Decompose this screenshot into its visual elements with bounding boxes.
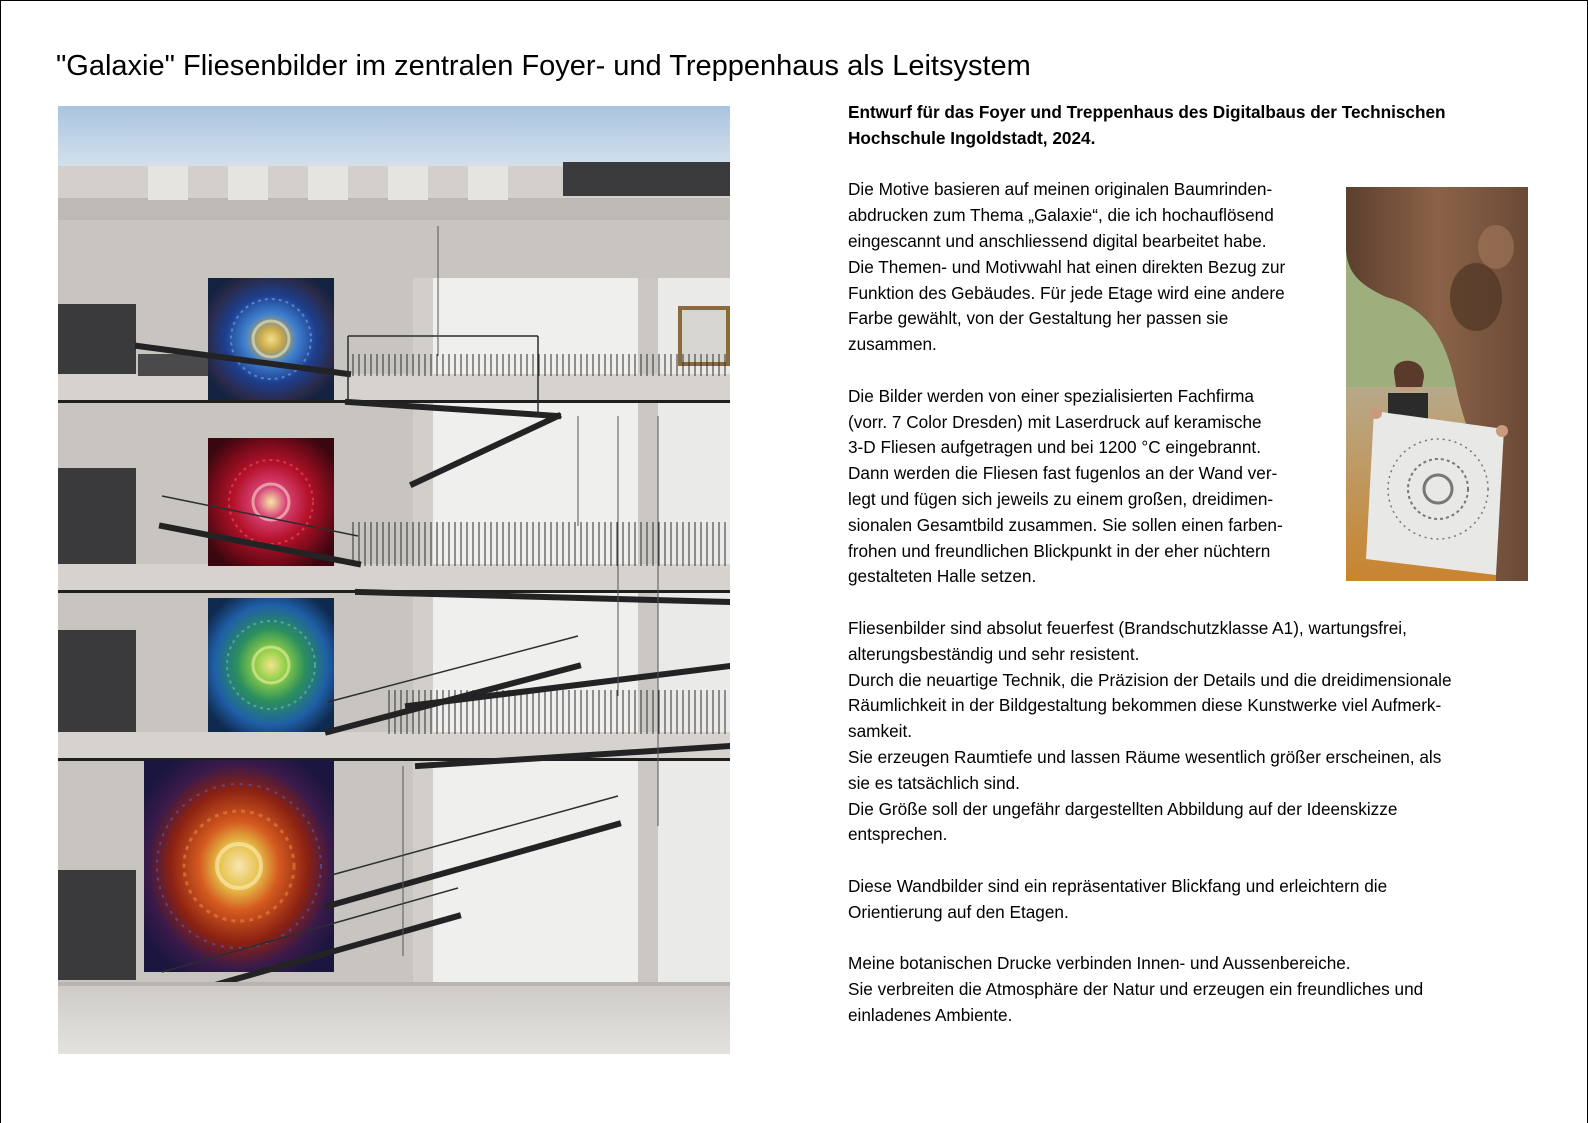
text-line: Die Themen- und Motivwahl hat einen direkten Bezug zur	[848, 256, 1286, 277]
artist-photo	[1346, 187, 1528, 581]
text-line: Die Größe soll der ungefähr dargestellten Abbildung auf der Ideenskizze	[848, 798, 1398, 819]
page-title: "Galaxie" Fliesenbilder im zentralen Foyer- und Treppenhaus als Leitsystem	[56, 50, 1031, 82]
paragraph-botanical	[848, 951, 1498, 1028]
heading	[848, 100, 1498, 152]
text-line: Funktion des Gebäudes. Für jede Etage wird eine andere	[848, 282, 1285, 303]
text-line: Farbe gewählt, von der Gestaltung her passen sie	[848, 308, 1229, 329]
text-line: frohen und freundlichen Blickpunkt in der eher nüchtern	[848, 540, 1271, 561]
mural-blue	[208, 278, 334, 400]
text-line: Sie erzeugen Raumtiefe und lassen Räume wesentlich größer erscheinen, als	[848, 746, 1442, 767]
text-line: Diese Wandbilder sind ein repräsentativer Blickfang und erleichtern die	[848, 875, 1388, 896]
text-line: Die Bilder werden von einer spezialisierten Fachfirma	[848, 385, 1254, 406]
text-line: gestalteten Halle setzen.	[848, 566, 1037, 587]
heading-line: Hochschule Ingoldstadt, 2024.	[848, 127, 1096, 148]
text-line: sionalen Gesamtbild zusammen. Sie sollen einen farben-	[848, 514, 1283, 535]
text-line: 3-D Fliesen aufgetragen und bei 1200 °C eingebrannt.	[848, 437, 1261, 458]
text-line: alterungsbeständig und sehr resistent.	[848, 643, 1140, 664]
text-line: einladenes Ambiente.	[848, 1004, 1013, 1025]
heading-line: Entwurf für das Foyer und Treppenhaus des Digitalbaus der Technischen	[848, 102, 1446, 122]
text-line: entsprechen.	[848, 824, 948, 845]
text-line: legt und fügen sich jeweils zu einem großen, dreidimen-	[848, 488, 1274, 509]
stairwell-rendering	[58, 106, 730, 1054]
text-line: zusammen.	[848, 334, 937, 355]
text-line: Meine botanischen Drucke verbinden Innen- und Aussenbereiche.	[848, 953, 1351, 974]
text-line: samkeit.	[848, 721, 912, 742]
paragraph-properties	[848, 616, 1498, 848]
text-line: Die Motive basieren auf meinen originalen Baumrinden-	[848, 179, 1273, 200]
text-line: eingescannt und anschliessend digital bearbeitet habe.	[848, 230, 1267, 251]
mural-orange	[144, 760, 334, 972]
text-line: (vorr. 7 Color Dresden) mit Laserdruck auf keramische	[848, 411, 1262, 432]
text-line: sie es tatsächlich sind.	[848, 772, 1020, 793]
text-line: Durch die neuartige Technik, die Präzision der Details und die dreidimensionale	[848, 669, 1452, 690]
text-line: Dann werden die Fliesen fast fugenlos an der Wand ver-	[848, 463, 1278, 484]
text-line: Sie verbreiten die Atmosphäre der Natur und erzeugen ein freundliches und	[848, 979, 1424, 1000]
paragraph-orientation	[848, 874, 1498, 926]
text-line: Orientierung auf den Etagen.	[848, 901, 1069, 922]
text-line: abdrucken zum Thema „Galaxie“, die ich hochauflösend	[848, 205, 1274, 226]
text-line: Fliesenbilder sind absolut feuerfest (Brandschutzklasse A1), wartungsfrei,	[848, 617, 1407, 638]
text-line: Räumlichkeit in der Bildgestaltung bekommen diese Kunstwerke viel Aufmerk-	[848, 695, 1442, 716]
